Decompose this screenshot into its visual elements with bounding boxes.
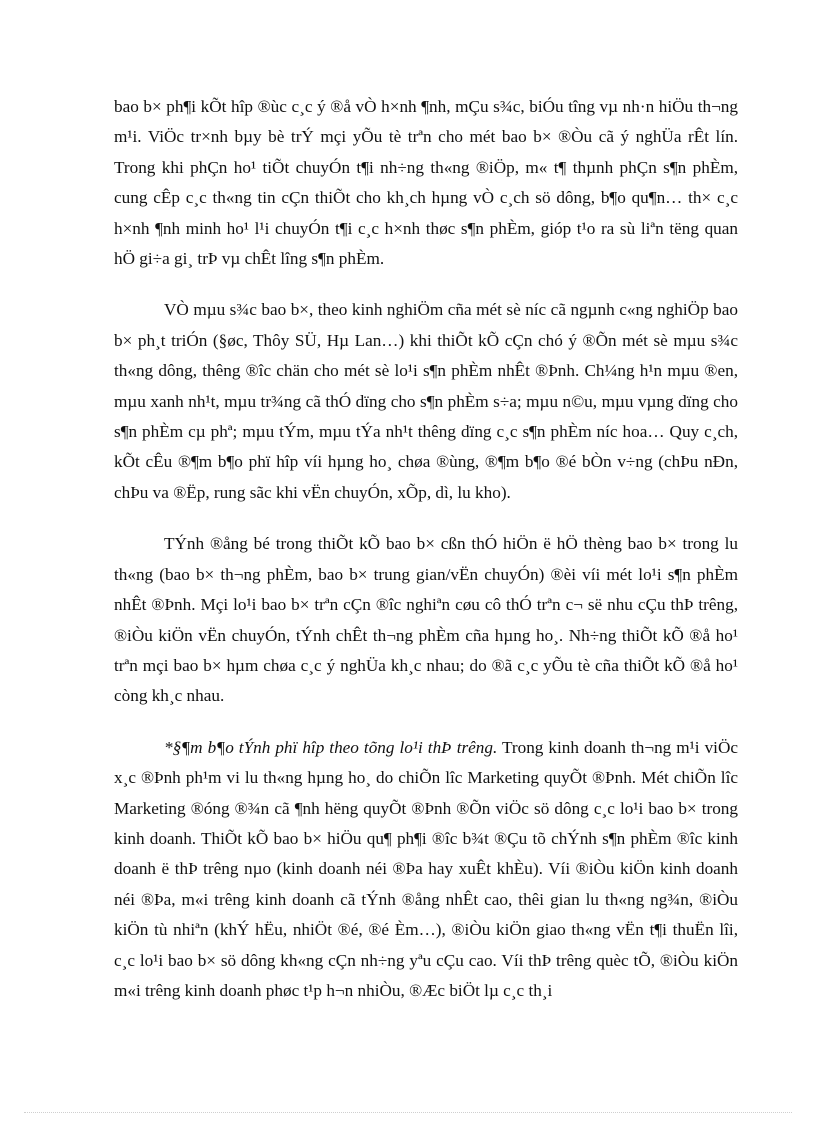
paragraph-4-italic-heading: *§¶m b¶o tÝnh phï hîp theo tõng lo¹i thÞ trêng. — [164, 737, 498, 757]
paragraph-4 — [114, 733, 738, 1007]
body-text — [114, 92, 738, 1027]
page-bottom-divider — [24, 1112, 792, 1113]
paragraph-3-text: TÝnh ®ång bé trong thiÕt kÕ bao b× cßn thÓ hiÖn ë hÖ thèng bao b× trong lu th«ng (bao b× th¬ng phÈm, bao b× trung gian/vËn chuyÓn) ®èi víi mét lo¹i s¶n phÈm nhÊt ®Þnh. Mçi lo¹i bao b× trªn cÇn ®îc nghiªn cøu cô thÓ trªn c¬ së nhu cÇu thÞ trêng, ®iÒu kiÖn vËn chuyÓn, tÝnh chÊt th¬ng phÈm cña hµng ho¸. Nh÷ng thiÕt kÕ ®å ho¹ trªn mçi bao b× hµm chøa c¸c ý nghÜa kh¸c nhau; do ®ã c¸c yÕu tè cña thiÕt kÕ ®å ho¹ còng kh¸c nhau. — [114, 534, 738, 706]
paragraph-1 — [114, 92, 738, 274]
paragraph-3 — [114, 529, 738, 711]
paragraph-4-text: Trong kinh doanh th¬ng m¹i viÖc x¸c ®Þnh ph¹m vi lu th«ng hµng ho¸ do chiÕn lîc Marketing quyÕt ®Þnh. Mét chiÕn lîc Marketing ®óng ®¾n cã ¶nh hëng quyÕt ®Þnh ®Õn viÖc sö dông c¸c lo¹i bao b× trong kinh doanh. ThiÕt kÕ bao b× hiÖu qu¶ ph¶i ®îc b¾t ®Çu tõ chÝnh s¶n phÈm ®îc kinh doanh ë thÞ trêng nµo (kinh doanh néi ®Þa hay xuÊt khÈu). Víi ®iÒu kiÖn kinh doanh néi ®Þa, m«i trêng kinh doanh cã tÝnh ®ång nhÊt cao, thêi gian lu th«ng ng¾n, ®iÒu kiÖn tù nhiªn (khÝ hËu, nhiÖt ®é, ®é Èm…), ®iÒu kiÖn giao th«ng vËn t¶i thuËn lîi, c¸c lo¹i bao b× sö dông kh«ng cÇn nh÷ng yªu cÇu cao. Víi thÞ trêng quèc tÕ, ®iÒu kiÖn m«i trêng kinh doanh phøc t¹p h¬n nhiÒu, ®Æc biÖt lµ c¸c th¸i — [114, 737, 738, 1000]
paragraph-2 — [114, 295, 738, 508]
paragraph-1-text: bao b× ph¶i kÕt hîp ®ùc c¸c ý ®å vÒ h×nh ¶nh, mÇu s¾c, biÓu tîng vµ nh·n hiÖu th¬ng m¹i. ViÖc tr×nh bµy bè trÝ mçi yÕu tè trªn cho mét bao b× ®Òu cã ý nghÜa rÊt lín. Trong khi phÇn ho¹ tiÕt chuyÓn t¶i nh÷ng th«ng ®iÖp, m« t¶ thµnh phÇn s¶n phÈm, cung cÊp c¸c th«ng tin cÇn thiÕt cho kh¸ch hµng vÒ c¸ch sö dông, b¶o qu¶n… th× c¸c h×nh ¶nh minh ho¹ l¹i chuyÓn t¶i c¸c h×nh thøc s¶n phÈm, gióp t¹o ra sù liªn tëng quan hÖ gi÷a gi¸ trÞ vµ chÊt lîng s¶n phÈm. — [114, 97, 738, 269]
paragraph-2-text: VÒ mµu s¾c bao b×, theo kinh nghiÖm cña mét sè níc cã ngµnh c«ng nghiÖp bao b× ph¸t triÓn (§øc, Thôy SÜ, Hµ Lan…) khi thiÕt kÕ cÇn chó ý ®Õn mét sè mµu s¾c th«ng dông, thêng ®îc chän cho mét sè lo¹i s¶n phÈm nhÊt ®Þnh. Ch¼ng h¹n mµu ®en, mµu xanh nh¹t, mµu tr¾ng cã thÓ dïng cho s¶n phÈm s÷a; mµu n©u, mµu vµng dïng cho s¶n phÈm cµ phª; mµu tÝm, mµu tÝa nh¹t thêng dïng c¸c s¶n phÈm níc hoa… Quy c¸ch, kÕt cÊu ®¶m b¶o phï hîp víi hµng ho¸ chøa ®ùng, ®¶m b¶o ®é bÒn v÷ng (chÞu nÐn, chÞu va ®Ëp, rung sãc khi vËn chuyÓn, xÕp, dì, lu kho). — [114, 300, 738, 502]
